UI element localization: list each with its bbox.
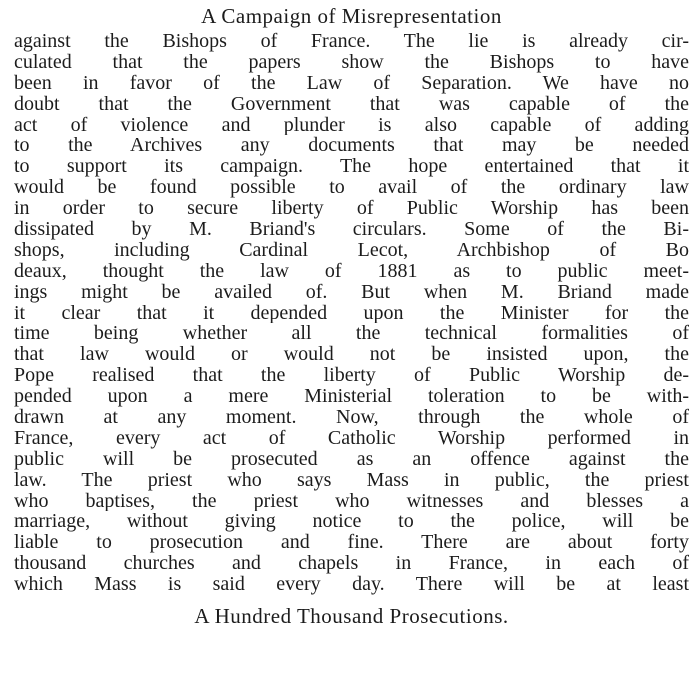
body-line: public will be prosecuted as an offence against the [14,448,689,470]
body-line: time being whether all the technical formalities of [14,323,689,345]
body-line: that law would or would not be insisted upon, the [14,344,689,366]
subhead: A Hundred Thousand Prosecutions. [194,604,509,629]
body-line: doubt that the Government that was capable of the [14,93,689,115]
body-line: France, every act of Catholic Worship performed in [14,427,689,449]
body-line: thousand churches and chapels in France, in each of [14,553,689,575]
body-line: which Mass is said every day. There will be at least [14,574,689,596]
body-line: to the Archives any documents that may be needed [14,135,689,157]
body-line: shops, including Cardinal Lecot, Archbishop of Bo [14,239,689,261]
body-line: who baptises, the priest who witnesses and blesses a [14,490,689,512]
body-line: in order to secure liberty of Public Worship has been [14,198,689,220]
body-line: against the Bishops of France. The lie is already cir- [14,31,689,52]
body-line: Pope realised that the liberty of Public Worship de- [14,365,689,387]
body-line: law. The priest who says Mass in public, the priest [14,469,689,491]
body-line: culated that the papers show the Bishops to have [14,51,689,73]
body-line: ings might be availed of. But when M. Briand made [14,281,689,303]
body-line: dissipated by M. Briand's circulars. Some of the Bi- [14,219,689,240]
newspaper-clipping [0,3,695,680]
headline: A Campaign of Misrepresentation [201,4,502,28]
body-line: would be found possible to avail of the ordinary law [14,177,689,199]
body-line: it clear that it depended upon the Minister for the [14,302,689,324]
body-line: marriage, without giving notice to the police, will be [14,511,689,533]
body-line: drawn at any moment. Now, through the whole of [14,407,689,428]
body-line: to support its campaign. The hope entertained that it [14,156,689,178]
body-line: pended upon a mere Ministerial toleration to be with- [14,386,689,408]
body-line: liable to prosecution and fine. There are about forty [14,532,689,554]
body-line: act of violence and plunder is also capable of adding [14,114,689,136]
body-line: been in favor of the Law of Separation. We have no [14,72,689,94]
body-line: deaux, thought the law of 1881 as to public meet- [14,260,689,282]
article-body [14,31,689,595]
